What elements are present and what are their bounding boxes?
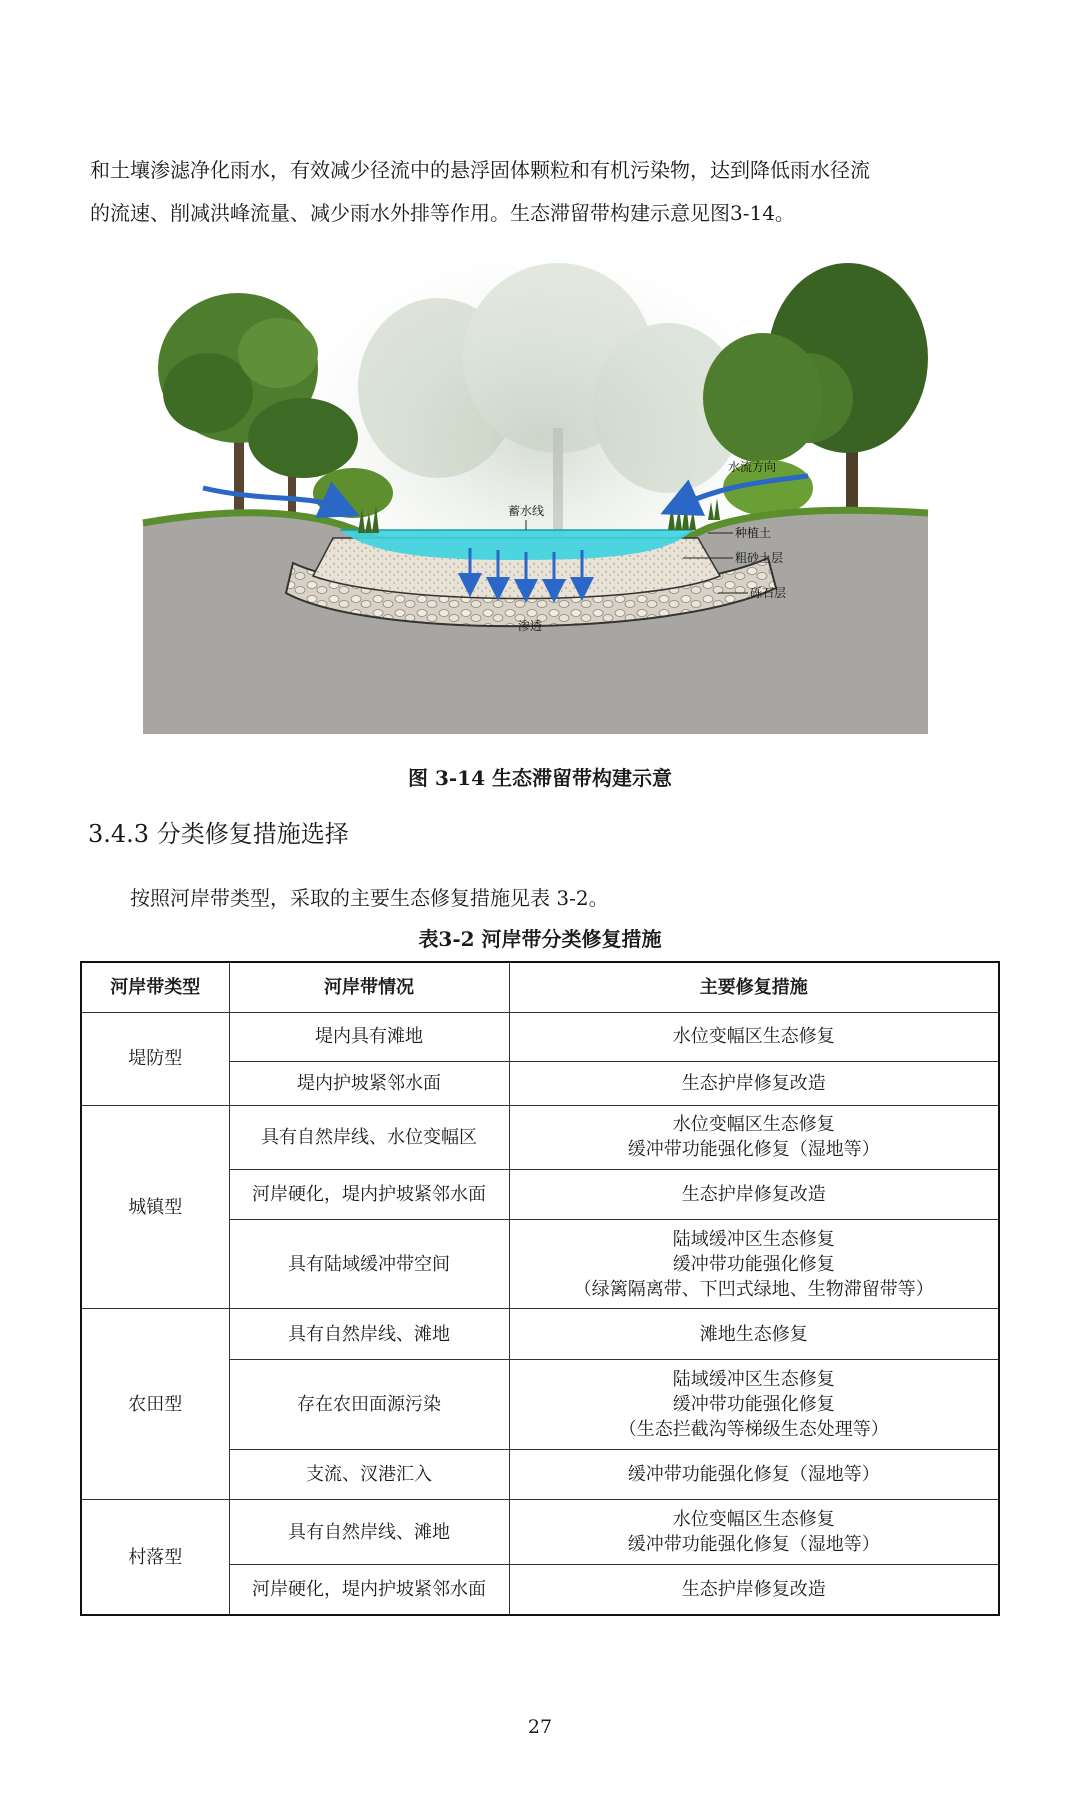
- type-cell: 城镇型: [81, 1105, 229, 1309]
- body-paragraph-line-2: 的流速、削减洪峰流量、减少雨水外排等作用。生态滞留带构建示意见图3-14。: [90, 201, 795, 225]
- header-measures: 主要修复措施: [509, 962, 999, 1012]
- figure-caption: 图 3-14 生态滞留带构建示意: [408, 766, 672, 790]
- situation-cell: 堤内护坡紧邻水面: [229, 1061, 509, 1105]
- body-paragraph-line-1: 和土壤渗滤净化雨水，有效减少径流中的悬浮固体颗粒和有机污染物，达到降低雨水径流: [90, 158, 870, 182]
- situation-cell: 河岸硬化，堤内护坡紧邻水面: [229, 1170, 509, 1220]
- situation-cell: 具有陆域缓冲带空间: [229, 1220, 509, 1309]
- header-type: 河岸带类型: [81, 962, 229, 1012]
- type-cell: 堤防型: [81, 1012, 229, 1105]
- section-heading: 3.4.3 分类修复措施选择: [88, 820, 349, 848]
- table-caption: 表3-2 河岸带分类修复措施: [418, 927, 662, 951]
- situation-cell: 堤内具有滩地: [229, 1012, 509, 1061]
- label-coarse-sand: 粗砂土层: [735, 551, 784, 565]
- measures-table: [80, 961, 1000, 1616]
- measures-cell: 水位变幅区生态修复: [509, 1012, 999, 1061]
- page-number: 27: [527, 1716, 553, 1738]
- situation-cell: 具有自然岸线、水位变幅区: [229, 1105, 509, 1169]
- type-cell: 农田型: [81, 1309, 229, 1500]
- table-row: [81, 1309, 999, 1359]
- measures-cell: 陆域缓冲区生态修复 缓冲带功能强化修复 （绿篱隔离带、下凹式绿地、生物滞留带等）: [509, 1220, 999, 1309]
- table-row: [81, 1012, 999, 1061]
- bioretention-diagram: [108, 258, 964, 734]
- measures-cell: 陆域缓冲区生态修复 缓冲带功能强化修复 （生态拦截沟等梯级生态处理等）: [509, 1359, 999, 1449]
- table-header-row: [81, 962, 999, 1012]
- label-gravel: 砾石层: [750, 586, 787, 600]
- right-trees: [703, 263, 928, 518]
- measures-cell: 缓冲带功能强化修复（湿地等）: [509, 1449, 999, 1499]
- measures-cell: 滩地生态修复: [509, 1309, 999, 1359]
- label-flow-direction: 水流方向: [728, 460, 777, 474]
- label-infiltration: 渗透: [518, 619, 543, 633]
- situation-cell: 河岸硬化，堤内护坡紧邻水面: [229, 1565, 509, 1615]
- measures-cell: 生态护岸修复改造: [509, 1170, 999, 1220]
- label-planting-soil: 种植土: [735, 526, 772, 540]
- header-situation: 河岸带情况: [229, 962, 509, 1012]
- measures-cell: 水位变幅区生态修复 缓冲带功能强化修复（湿地等）: [509, 1500, 999, 1565]
- situation-cell: 具有自然岸线、滩地: [229, 1500, 509, 1565]
- measures-cell: 生态护岸修复改造: [509, 1565, 999, 1615]
- body-paragraph-2: 按照河岸带类型，采取的主要生态修复措施见表 3-2。: [130, 886, 609, 910]
- measures-cell: 水位变幅区生态修复 缓冲带功能强化修复（湿地等）: [509, 1105, 999, 1169]
- situation-cell: 支流、汊港汇入: [229, 1449, 509, 1499]
- situation-cell: 具有自然岸线、滩地: [229, 1309, 509, 1359]
- measures-cell: 生态护岸修复改造: [509, 1061, 999, 1105]
- situation-cell: 存在农田面源污染: [229, 1359, 509, 1449]
- table-row: [81, 1105, 999, 1169]
- table-row: [81, 1500, 999, 1565]
- type-cell: 村落型: [81, 1500, 229, 1615]
- label-water-line: 蓄水线: [508, 504, 545, 518]
